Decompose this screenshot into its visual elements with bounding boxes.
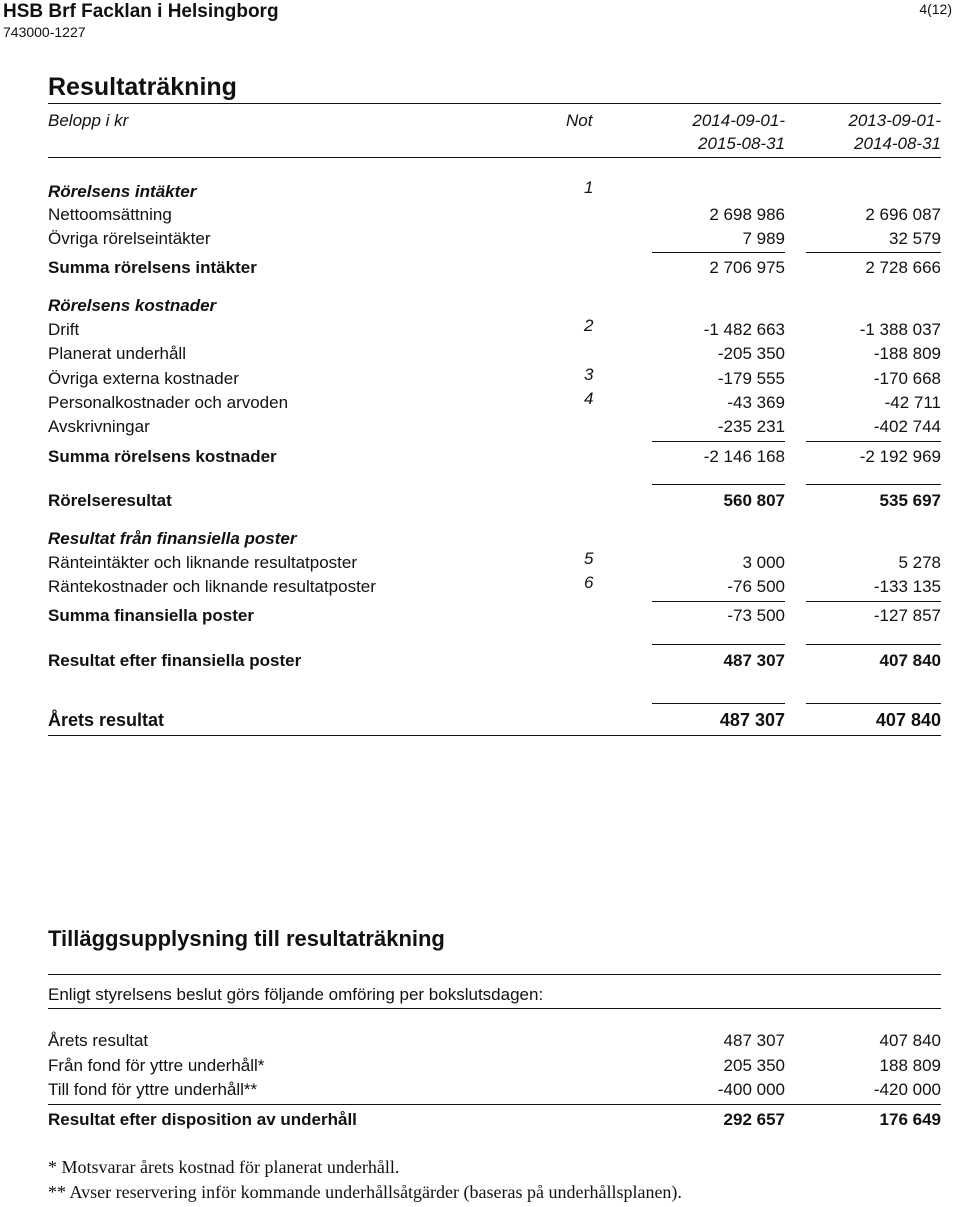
page-number: 4(12): [919, 1, 952, 17]
prior-value: -133 135: [873, 577, 941, 596]
current-value: 292 657: [723, 1110, 785, 1129]
table-row: [48, 606, 941, 630]
prior-value: -188 809: [873, 344, 941, 363]
supplement-title: Tilläggsupplysning till resultaträkning: [48, 926, 445, 951]
current-value: -73 500: [727, 606, 785, 625]
subtotal-line: [806, 441, 941, 442]
note-ref: 1: [584, 178, 594, 197]
row-label: Ränteintäkter och liknande resultatposter: [48, 553, 358, 572]
note-ref: 3: [584, 365, 594, 384]
table-row: [48, 1110, 941, 1134]
current-value: -205 350: [717, 344, 785, 363]
current-value: -235 231: [717, 417, 785, 436]
current-value: -43 369: [727, 393, 785, 412]
prior-value: 407 840: [879, 1031, 941, 1050]
subtotal-line: [806, 484, 941, 485]
row-label: Resultat efter finansiella poster: [48, 651, 302, 670]
row-label: Drift: [48, 320, 80, 339]
supplement-divider: [48, 974, 941, 975]
prior-value: 188 809: [879, 1056, 941, 1075]
current-value: 7 989: [742, 229, 785, 248]
prior-value: -2 192 969: [859, 447, 941, 466]
subtotal-line: [652, 441, 785, 442]
title-divider: [48, 103, 941, 104]
table-row: [48, 178, 941, 206]
row-label: Från fond för yttre underhåll*: [48, 1056, 265, 1075]
table-row: [48, 447, 941, 471]
current-value: 560 807: [723, 491, 785, 510]
table-row: [48, 573, 941, 601]
prior-value: 32 579: [889, 229, 941, 248]
row-label: Summa finansiella poster: [48, 606, 254, 625]
note-ref: 4: [584, 389, 594, 408]
row-label: Övriga rörelseintäkter: [48, 229, 211, 248]
table-row: [48, 529, 941, 553]
current-value: 205 350: [723, 1056, 785, 1075]
subtotal-line: [652, 601, 785, 602]
table-row: [48, 1031, 941, 1055]
prior-value: -1 388 037: [859, 320, 941, 339]
prior-value: -127 857: [873, 606, 941, 625]
subtotal-line: [48, 1104, 941, 1105]
current-value: -2 146 168: [703, 447, 785, 466]
prior-value: -420 000: [873, 1080, 941, 1099]
table-row: [48, 316, 941, 344]
subtotal-line: [652, 644, 785, 645]
company-name: HSB Brf Facklan i Helsingborg: [3, 1, 279, 22]
table-row: [48, 710, 941, 734]
row-label: Räntekostnader och liknande resultatposter: [48, 577, 376, 596]
note-ref: 5: [584, 549, 594, 568]
current-value: -179 555: [717, 369, 785, 388]
current-value: 487 307: [723, 1031, 785, 1050]
prior-value: 2 728 666: [865, 258, 941, 277]
section-heading-financial: Resultat från finansiella poster: [48, 529, 297, 548]
current-value: -76 500: [727, 577, 785, 596]
supplement-intro: Enligt styrelsens beslut görs följande omföring per bokslutsdagen:: [48, 985, 544, 1004]
subtotal-line: [652, 484, 785, 485]
prior-value: 2 696 087: [865, 205, 941, 224]
table-row: [48, 1080, 941, 1104]
note-ref: 2: [584, 316, 594, 335]
prior-value: 407 840: [875, 710, 941, 730]
footnote-2: ** Avser reservering inför kommande underhållsåtgärder (baseras på underhållsplanen).: [48, 1182, 682, 1202]
current-value: 3 000: [742, 553, 785, 572]
note-column-header: Not: [566, 111, 593, 130]
table-row: [48, 365, 941, 393]
row-label: Planerat underhåll: [48, 344, 186, 363]
subtotal-line: [806, 644, 941, 645]
subtotal-line: [806, 252, 941, 253]
table-row: [48, 389, 941, 417]
page-title: Resultaträkning: [48, 73, 237, 101]
prior-period-header-end: 2014-08-31: [854, 134, 941, 153]
prior-value: -42 711: [884, 393, 941, 412]
current-value: -1 482 663: [703, 320, 785, 339]
row-label: Resultat efter disposition av underhåll: [48, 1110, 357, 1129]
row-label: Summa rörelsens kostnader: [48, 447, 277, 466]
row-label: Årets resultat: [48, 710, 165, 730]
table-row: [48, 296, 941, 320]
prior-value: -402 744: [873, 417, 941, 436]
row-label: Nettoomsättning: [48, 205, 172, 224]
subtotal-line: [652, 703, 785, 704]
table-row: [48, 1056, 941, 1080]
table-row: [48, 229, 941, 253]
table-row: [48, 344, 941, 368]
table-row: [48, 258, 941, 282]
org-number: 743000-1227: [3, 24, 86, 40]
footnote-1: * Motsvarar årets kostnad för planerat underhåll.: [48, 1157, 400, 1177]
row-label: Rörelseresultat: [48, 491, 172, 510]
header-divider: [48, 157, 941, 158]
subtotal-line: [652, 252, 785, 253]
prior-value: 407 840: [879, 651, 941, 670]
subtotal-line: [806, 703, 941, 704]
section-heading-income: Rörelsens intäkter: [48, 182, 197, 201]
current-period-header-end: 2015-08-31: [698, 134, 785, 153]
statement-end-line: [48, 735, 941, 736]
amount-unit-header: Belopp i kr: [48, 111, 129, 130]
current-value: 487 307: [719, 710, 785, 730]
current-value: -400 000: [717, 1080, 785, 1099]
row-label: Till fond för yttre underhåll**: [48, 1080, 258, 1099]
prior-period-header-start: 2013-09-01-: [848, 111, 941, 130]
table-row: [48, 549, 941, 577]
current-value: 487 307: [723, 651, 785, 670]
row-label: Summa rörelsens intäkter: [48, 258, 257, 277]
table-row: [48, 417, 941, 441]
table-row: [48, 205, 941, 229]
prior-value: 535 697: [879, 491, 941, 510]
current-value: 2 698 986: [709, 205, 785, 224]
row-label: Personalkostnader och arvoden: [48, 393, 289, 412]
note-ref: 6: [584, 573, 594, 592]
row-label: Övriga externa kostnader: [48, 369, 239, 388]
row-label: Avskrivningar: [48, 417, 150, 436]
supplement-intro-divider: [48, 1008, 941, 1009]
prior-value: -170 668: [873, 369, 941, 388]
subtotal-line: [806, 601, 941, 602]
table-row: [48, 491, 941, 515]
current-value: 2 706 975: [709, 258, 785, 277]
prior-value: 5 278: [898, 553, 941, 572]
current-period-header-start: 2014-09-01-: [692, 111, 785, 130]
table-row: [48, 651, 941, 675]
prior-value: 176 649: [879, 1110, 941, 1129]
section-heading-costs: Rörelsens kostnader: [48, 296, 217, 315]
row-label: Årets resultat: [48, 1031, 149, 1050]
